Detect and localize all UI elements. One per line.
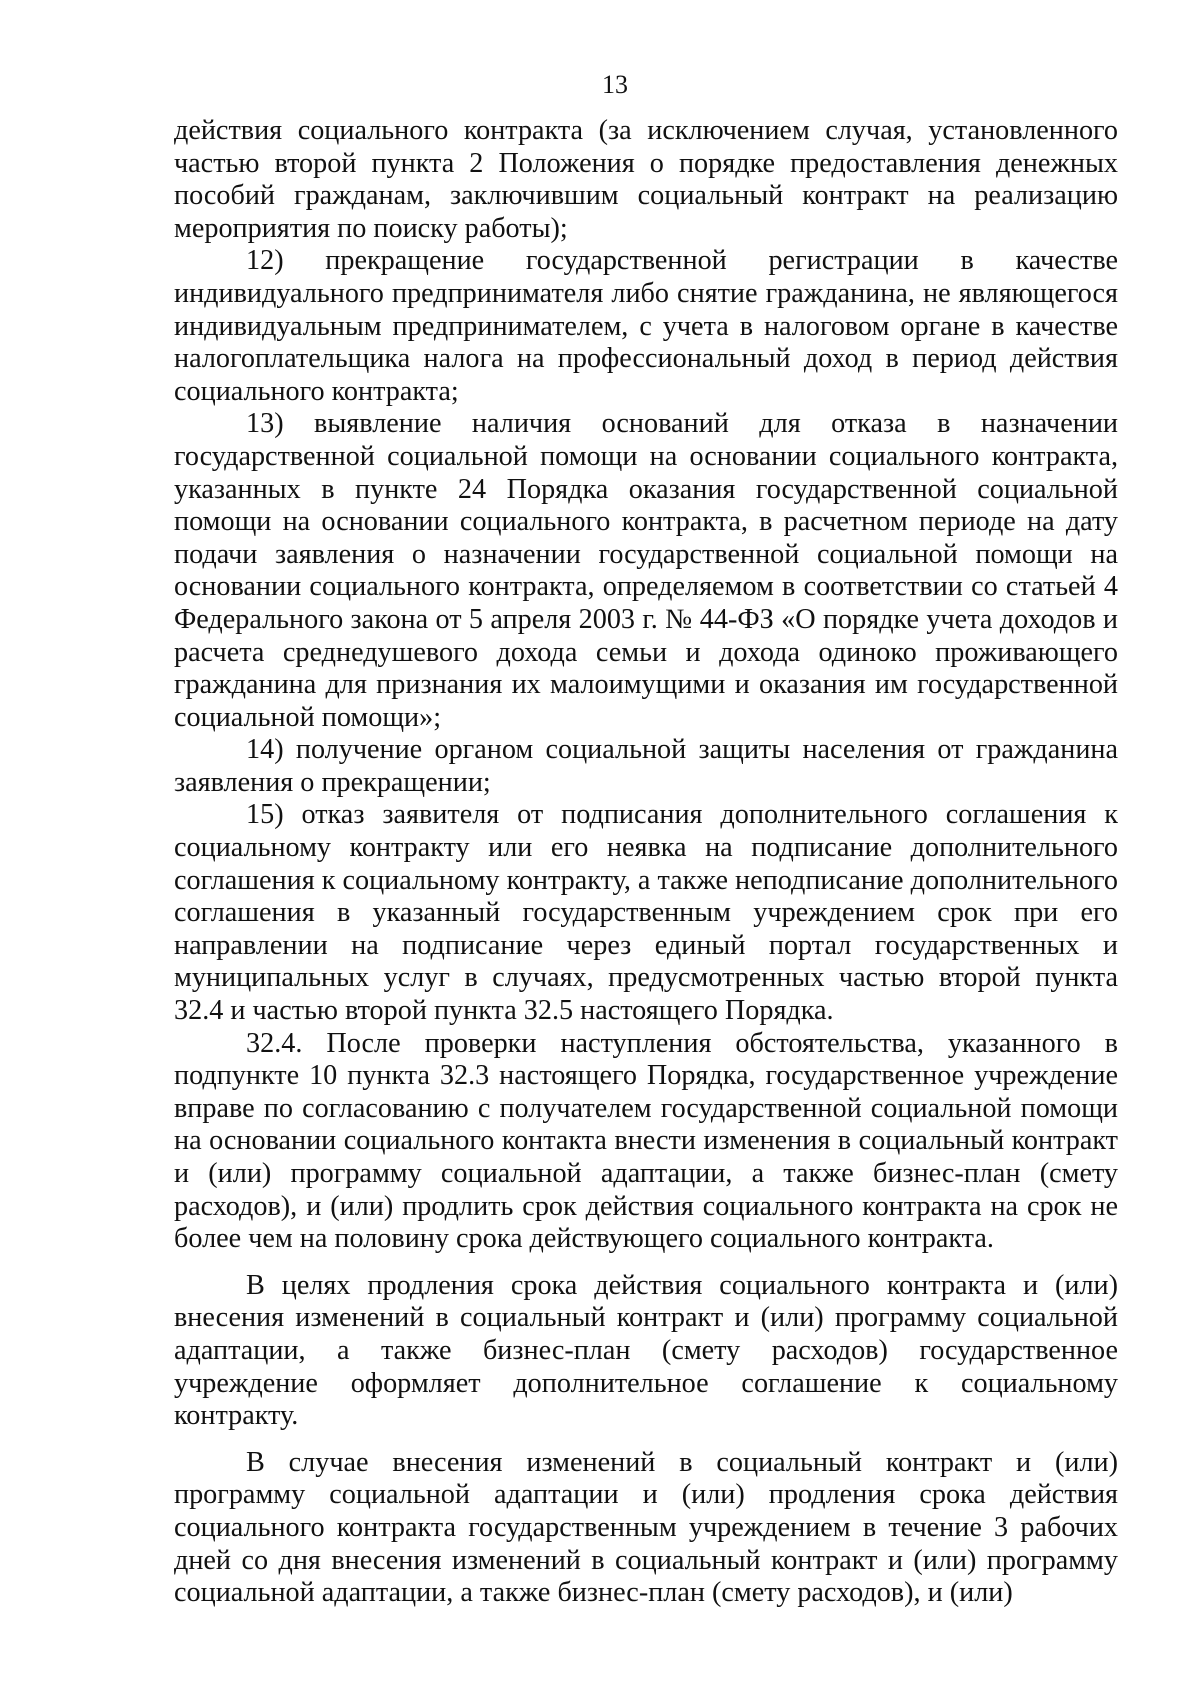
paragraph-extension-purpose: В целях продления срока действия социального контракта и (или) внесения изменений в социальный контракт и (или) программу социальной адаптации, а также бизнес-план (смету расходов) государственное учреждение оформляет дополнительное соглашение к социальному контракту.	[174, 1269, 1118, 1432]
paragraph-section-32-4: 32.4. После проверки наступления обстоятельства, указанного в подпункте 10 пункта 32.3 настоящего Порядка, государственное учреждение вправе по согласованию с получателем государственной социальной помощи на основании социального контакта внести изменения в социальный контракт и (или) программу социальной адаптации, а также бизнес-план (смету расходов), и (или) продлить срок действия социального контракта на срок не более чем на половину срока действующего социального контракта.	[174, 1027, 1118, 1255]
page-number: 13	[602, 70, 628, 99]
paragraph-item-12: 12) прекращение государственной регистрации в качестве индивидуального предпринимателя либо снятие гражданина, не являющегося индивидуальным предпринимателем, с учета в налоговом органе в качестве налогоплательщика налога на профессиональный доход в период действия социального контракта;	[174, 245, 1118, 407]
paragraph-item-15: 15) отказ заявителя от подписания дополнительного соглашения к социальному контракту или его неявка на подписание дополнительного соглашения к социальному контракту, а также неподписание дополнительного соглашения в указанный государственным учреждением срок при его направлении на подписание через единый портал государственных и муниципальных услуг в случаях, предусмотренных частью второй пункта 32.4 и частью второй пункта 32.5 настоящего Порядка.	[174, 799, 1118, 1027]
paragraph-continuation: действия социального контракта (за исключением случая, установленного частью второй пункта 2 Положения о порядке предоставления денежных пособий гражданам, заключившим социальный контракт на реализацию мероприятия по поиску работы);	[174, 115, 1118, 244]
paragraph-item-14: 14) получение органом социальной защиты населения от гражданина заявления о прекращении;	[174, 734, 1118, 798]
paragraph-amendment-case: В случае внесения изменений в социальный контракт и (или) программу социальной адаптации и (или) продления срока действия социального контракта государственным учреждением в течение 3 рабочих дней со дня внесения изменений в социальный контракт и (или) программу социальной адаптации, а также бизнес-план (смету расходов), и (или)	[174, 1446, 1118, 1609]
document-body	[174, 115, 1118, 1610]
paragraph-item-13: 13) выявление наличия оснований для отказа в назначении государственной социальной помощи на основании социального контракта, указанных в пункте 24 Порядка оказания государственной социальной помощи на основании социального контракта, в расчетном периоде на дату подачи заявления о назначении государственной социальной помощи на основании социального контракта, определяемом в соответствии со статьей 4 Федерального закона от 5 апреля 2003 г. № 44-ФЗ «О порядке учета доходов и расчета среднедушевого дохода семьи и дохода одиноко проживающего гражданина для признания их малоимущими и оказания им государственной социальной помощи»;	[174, 408, 1118, 733]
